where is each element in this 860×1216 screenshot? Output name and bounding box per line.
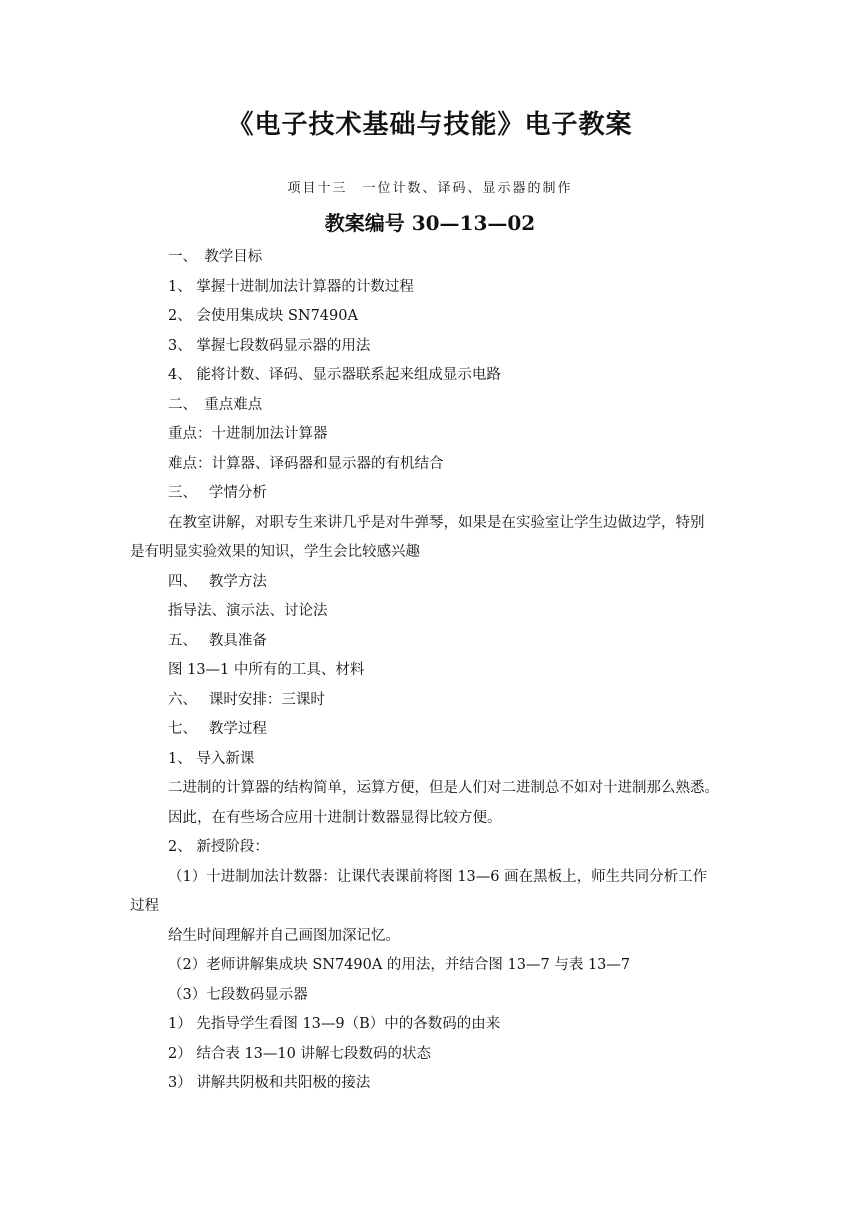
difficulty-text: 难点：计算器、译码器和显示器的有机结合 [168,456,444,472]
analysis-paragraph: 在教室讲解，对职专生来讲几乎是对牛弹琴，如果是在实验室让学生边做边学，特别 [168,515,705,531]
new-lesson-note: 给生时间理解并自己画图加深记忆。 [168,928,400,944]
key-point-text: 重点：十进制加法计算器 [168,426,328,442]
section-heading-schedule: 六、 课时安排：三课时 [168,692,325,708]
display-sub-item: 3） 讲解共阴极和共阳极的接法 [168,1075,371,1091]
section-heading-process: 七、 教学过程 [168,721,267,737]
objective-item: 1、 掌握十进制加法计算器的计数过程 [168,279,414,295]
objective-item: 4、 能将计数、译码、显示器联系起来组成显示电路 [168,367,501,383]
process-step-heading: 1、 导入新课 [168,751,255,767]
new-lesson-item: （2）老师讲解集成块 SN7490A 的用法，并结合图 13—7 与表 13—7 [168,957,631,973]
section-heading-methods: 四、 教学方法 [168,574,267,590]
section-heading-key-points: 二、 重点难点 [168,397,263,413]
display-sub-item: 1） 先指导学生看图 13—9（B）中的各数码的由来 [168,1016,501,1032]
new-lesson-item: （3）七段数码显示器 [168,987,308,1003]
methods-text: 指导法、演示法、讨论法 [168,603,328,619]
process-step-heading: 2、 新授阶段： [168,839,269,855]
materials-text: 图 13—1 中所有的工具、材料 [168,662,365,678]
section-heading-materials: 五、 教具准备 [168,633,267,649]
section-heading-analysis: 三、 学情分析 [168,485,267,501]
objective-item: 3、 掌握七段数码显示器的用法 [168,338,371,354]
lesson-code: 教案编号 30—13—02 [324,211,536,235]
new-lesson-item-continued: 过程 [130,898,159,914]
new-lesson-item: （1）十进制加法计数器：让课代表课前将图 13—6 画在黑板上，师生共同分析工作 [168,869,708,885]
section-heading-objectives: 一、 教学目标 [168,249,263,265]
document-title: 《电子技术基础与技能》电子教案 [227,110,633,140]
objective-item: 2、 会使用集成块 SN7490A [168,308,358,324]
display-sub-item: 2） 结合表 13—10 讲解七段数码的状态 [168,1046,431,1062]
project-subtitle: 项目十三 一位计数、译码、显示器的制作 [287,181,573,196]
analysis-paragraph-continued: 是有明显实验效果的知识，学生会比较感兴趣 [130,544,420,560]
intro-paragraph-continued: 因此，在有些场合应用十进制计数器显得比较方便。 [168,810,502,826]
intro-paragraph: 二进制的计算器的结构简单，运算方便，但是人们对二进制总不如对十进制那么熟悉。 [168,780,719,796]
